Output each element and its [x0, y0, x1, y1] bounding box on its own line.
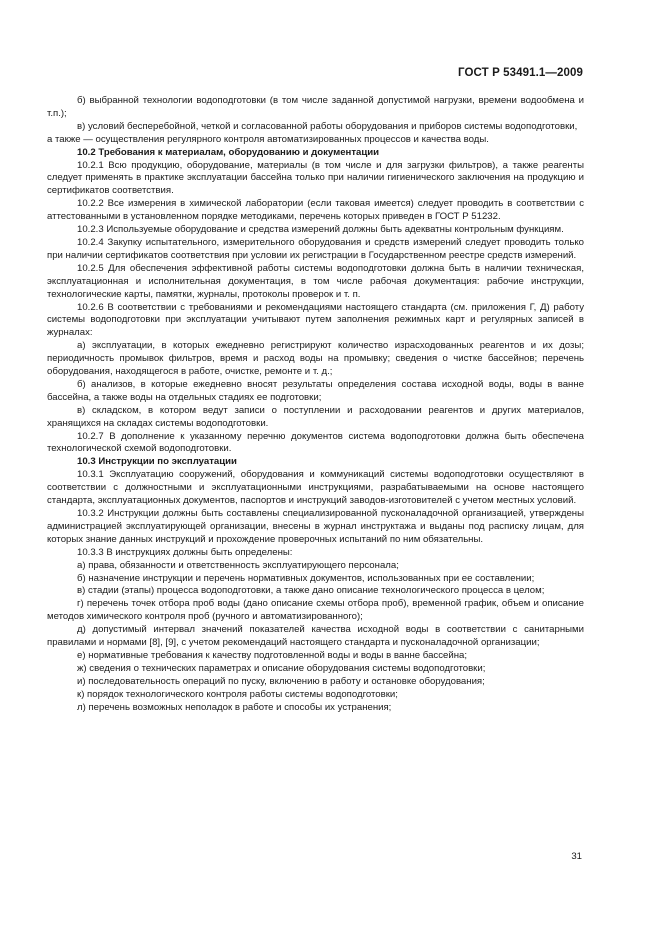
- list-item-d: д) допустимый интервал значений показателей качества исходной воды в соответствии с санитарными правилами и нормами [8], [9], с учетом рекомендаций настоящего стандарта и пусконаладочной организации;: [47, 624, 584, 649]
- list-item-b: б) назначение инструкции и перечень нормативных документов, использованных при ее составлении;: [77, 572, 535, 584]
- list-item-l: л) перечень возможных неполадок в работе и способы их устранения;: [77, 701, 392, 713]
- clause-10-2-4: 10.2.4 Закупку испытательного, измерительного оборудования и средств измерений следует проводить только при наличии сертификатов соответствия при условии их регистрации в Государственном реестре средств измерений.: [47, 236, 584, 261]
- clause-10-2-2: 10.2.2 Все измерения в химической лаборатории (если таковая имеется) следует проводить в соответствии с аттестованными в установленном порядке методиками, перечень которых приведен в ГОСТ Р 51232.: [47, 198, 584, 223]
- clause-10-2-6: 10.2.6 В соответствии с требованиями и рекомендациями настоящего стандарта (см. приложения Г, Д) работу системы водоподготовки при эксплуатации учитывают путем заполнения режимных карт и регулярных записей в журналах:: [47, 301, 584, 339]
- list-item-a: а) права, обязанности и ответственность эксплуатирующего персонала;: [77, 559, 399, 571]
- clause-10-2-5: 10.2.5 Для обеспечения эффективной работы системы водоподготовки должна быть в наличии техническая, эксплуатационная и исполнительная документация, в том числе рабочая документация: рабочие инструкции, технологические карты, памятки, журналы, протоколы проверок и т. п.: [47, 262, 584, 300]
- list-item-i: и) последовательность операций по пуску, включению в работу и остановке оборудования;: [77, 675, 485, 687]
- clause-10-2-3: 10.2.3 Используемые оборудование и средства измерений должны быть адекватны контрольным функциям.: [77, 224, 564, 236]
- section-heading-10-3: 10.3 Инструкции по эксплуатации: [77, 456, 237, 468]
- clause-10-3-1: 10.3.1 Эксплуатацию сооружений, оборудования и коммуникаций системы водоподготовки осуществляют в соответствии с должностными и эксплуатационными инструкциями, разрабатываемыми на основе настоящего стандарта, эксплуатационных документов, паспортов и инструкций заводов-изготовителей с учетом местных условий.: [47, 469, 584, 507]
- list-item-a: а) эксплуатации, в которых ежедневно регистрируют количество израсходованных реагентов и их дозы; периодичность промывок фильтров, время и расход воды на промывку; сведения о чистке бассейнов; перечень оборудования, находящегося в работе, очистке, ремонте и т. д.;: [47, 340, 584, 378]
- clause-10-3-2: 10.3.2 Инструкции должны быть составлены специализированной пусконаладочной организацией, утверждены администрацией эксплуатирующей организации, внесены в журнал инструктажа и выданы под расписку лицам, для которых знание данных инструкций и прохождение проверочных испытаний по ним обязательны.: [47, 508, 584, 545]
- list-item-zh: ж) сведения о технических параметрах и описание оборудования системы водоподготовки;: [77, 662, 486, 674]
- list-item-b: б) анализов, в которые ежедневно вносят результаты определения состава исходной воды, воды в ванне бассейна, а также воды на отдельных стадиях ее подготовки;: [47, 378, 584, 403]
- paragraph-continuation: а также — осуществления регулярного контроля автоматизированных процессов и качества воды.: [47, 133, 489, 145]
- list-item-v: в) стадии (этапы) процесса водоподготовки, а также дано описание технологического процесса в целом;: [77, 585, 545, 597]
- document-header: ГОСТ Р 53491.1—2009: [458, 67, 583, 79]
- page-number: 31: [571, 851, 582, 862]
- list-item-v: в) условий бесперебойной, четкой и согласованной работы оборудования и приборов системы водоподготовки,: [77, 120, 578, 132]
- list-item-e: е) нормативные требования к качеству подготовленной воды и воды в ванне бассейна;: [77, 649, 467, 661]
- list-item-k: к) порядок технологического контроля работы системы водоподготовки;: [77, 688, 398, 700]
- list-item-b: б) выбранной технологии водоподготовки (в том числе заданной допустимой нагрузки, времени водообмена и т.п.);: [47, 95, 584, 119]
- clause-10-2-1: 10.2.1 Всю продукцию, оборудование, материалы (в том числе и для загрузки фильтров), а также реагенты следует применять в практике эксплуатации бассейна только при наличии гигиенического заключения на продукцию и сертификатов соответствия.: [47, 159, 584, 197]
- clause-10-3-3: 10.3.3 В инструкциях должны быть определены:: [77, 546, 293, 558]
- list-item-g: г) перечень точек отбора проб воды (дано описание схемы отбора проб), временной график, объем и описание методов химического контроля проб (ручного и автоматизированного);: [47, 598, 584, 623]
- document-body: [47, 95, 584, 715]
- section-heading-10-2: 10.2 Требования к материалам, оборудованию и документации: [77, 146, 380, 158]
- list-item-v: в) складском, в котором ведут записи о поступлении и расходовании реагентов и других материалов, хранящихся на складах системы водоподготовки.: [47, 404, 584, 429]
- clause-10-2-7: 10.2.7 В дополнение к указанному перечню документов система водоподготовки должна быть обеспечена технологической схемой водоподготовки.: [47, 430, 584, 455]
